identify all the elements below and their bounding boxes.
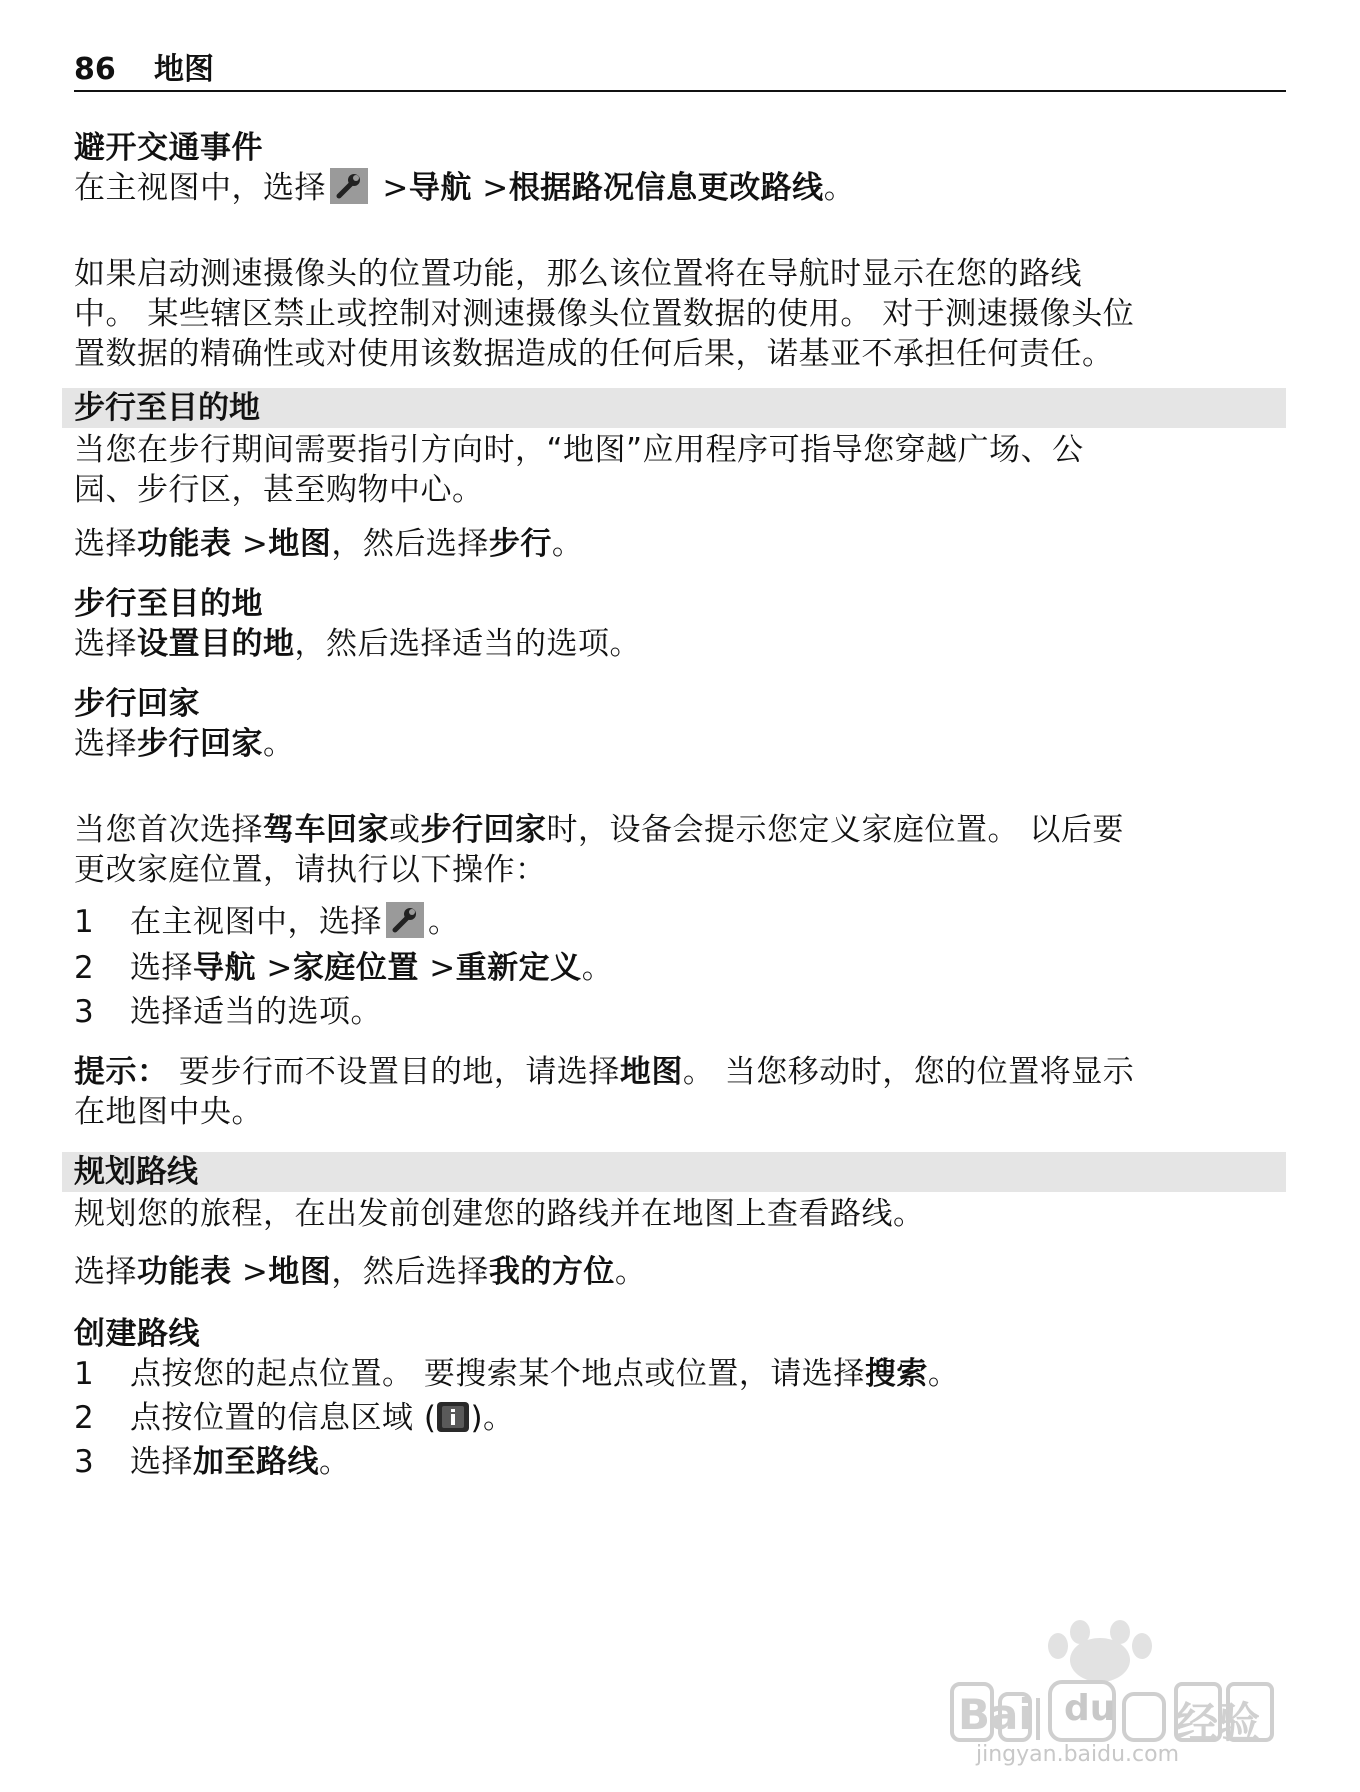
wrench-icon [330,168,368,204]
section-bar-walk [62,388,1286,428]
wrench-icon [386,902,424,938]
home-step-1: 1 在主视图中，选择 。 [74,904,460,940]
watermark-brand: Bai [958,1690,1033,1739]
walk-select-instruction: 选择功能表 >地图，然后选择步行。 [74,526,584,562]
tip-paragraph: 提示： 要步行而不设置目的地，请选择地图。 当您移动时，您的位置将显示 在地图中央。 [74,1054,1135,1130]
tip-label: 提示： [74,1054,169,1090]
watermark-cn: 经验 [1176,1698,1261,1747]
chapter-title: 地图 [154,52,214,87]
walk-home-heading: 步行回家 [74,686,200,722]
home-step-2: 2 选择导航 >家庭位置 >重新定义。 [74,950,614,986]
page-header [74,50,1286,92]
page-number: 86 [74,52,116,87]
walk-home-instruction: 选择步行回家。 [74,726,295,762]
plan-select-instruction: 选择功能表 >地图，然后选择我的方位。 [74,1254,647,1290]
document-page [74,0,1286,1792]
baidu-watermark [940,1618,1280,1768]
section-title: 规划路线 [74,1154,198,1190]
create-route-step-1: 1 点按您的起点位置。 要搜索某个地点或位置，请选择搜索。 [74,1356,960,1392]
watermark-du: du [1064,1688,1116,1729]
home-paragraph: 当您首次选择驾车回家或步行回家时，设备会提示您定义家庭位置。 以后要 更改家庭位置，请执行以下操作： [74,812,1124,888]
walk-intro: 当您在步行期间需要指引方向时，“地图”应用程序可指导您穿越广场、公 园、步行区，甚至购物中心。 [74,432,1084,508]
avoid-traffic-heading: 避开交通事件 [74,130,263,166]
create-route-heading: 创建路线 [74,1316,200,1352]
avoid-traffic-instruction: 在主视图中，选择 >导航 >根据路况信息更改路线。 [74,170,856,206]
home-step-3: 3 选择适当的选项。 [74,994,382,1030]
create-route-step-2: 2 点按位置的信息区域 ( )。 [74,1400,515,1436]
watermark-url: jingyan.baidu.com [976,1742,1180,1767]
plan-intro: 规划您的旅程，在出发前创建您的路线并在地图上查看路线。 [74,1196,925,1232]
section-title: 步行至目的地 [74,390,260,426]
section-bar-plan [62,1152,1286,1192]
speed-camera-paragraph: 如果启动测速摄像头的位置功能，那么该位置将在导航时显示在您的路线 中。 某些辖区禁止或控制对测速摄像头位置数据的使用。 对于测速摄像头位 置数据的精确性或对使用该数据造成的任何后果，诺基亚不承担任何责任。 [74,256,1135,372]
info-icon [436,1401,470,1433]
create-route-step-3: 3 选择加至路线。 [74,1444,351,1480]
walk-dest-heading: 步行至目的地 [74,586,263,622]
walk-dest-instruction: 选择设置目的地，然后选择适当的选项。 [74,626,641,662]
